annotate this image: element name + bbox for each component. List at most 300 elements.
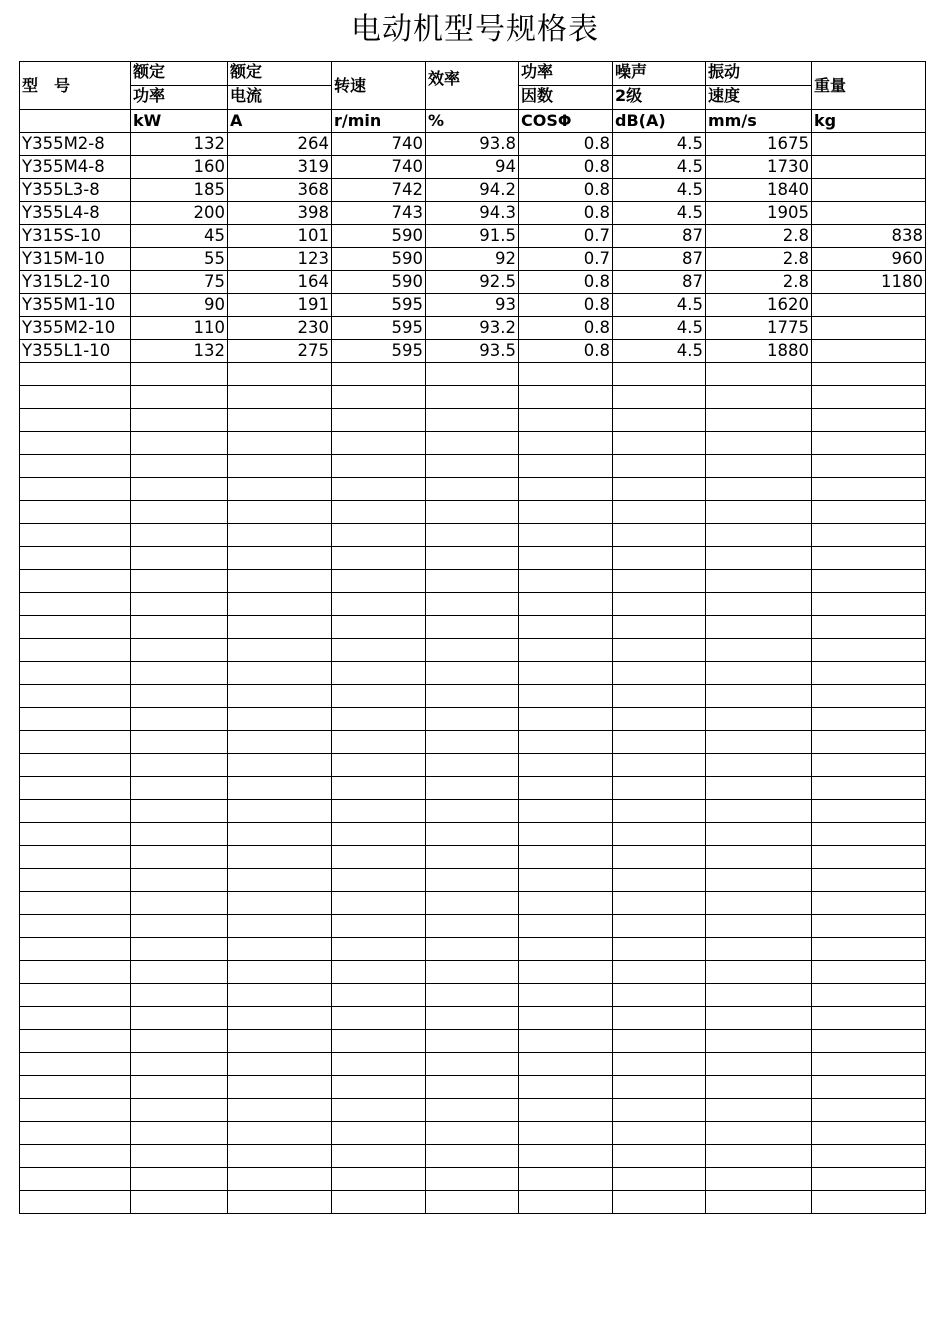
cell-noise: 4.5 bbox=[613, 133, 706, 156]
empty-cell bbox=[228, 570, 332, 593]
table-row bbox=[20, 317, 926, 340]
empty-cell bbox=[706, 455, 812, 478]
empty-cell bbox=[613, 984, 706, 1007]
empty-cell bbox=[131, 455, 228, 478]
empty-cell bbox=[20, 1030, 131, 1053]
header-rated-power-bottom: 功率 bbox=[131, 86, 228, 110]
empty-cell bbox=[706, 1007, 812, 1030]
empty-cell bbox=[20, 570, 131, 593]
empty-cell bbox=[20, 432, 131, 455]
empty-cell bbox=[426, 984, 519, 1007]
empty-cell bbox=[332, 685, 426, 708]
cell-speed: 740 bbox=[332, 156, 426, 179]
empty-cell bbox=[613, 915, 706, 938]
empty-cell bbox=[519, 708, 613, 731]
empty-cell bbox=[519, 1145, 613, 1168]
empty-cell bbox=[426, 570, 519, 593]
unit-efficiency: % bbox=[426, 110, 519, 133]
empty-cell bbox=[332, 961, 426, 984]
empty-cell bbox=[20, 846, 131, 869]
empty-cell bbox=[131, 1076, 228, 1099]
empty-cell bbox=[812, 639, 926, 662]
cell-noise: 4.5 bbox=[613, 340, 706, 363]
empty-cell bbox=[228, 961, 332, 984]
empty-cell bbox=[332, 823, 426, 846]
empty-cell bbox=[519, 432, 613, 455]
empty-cell bbox=[706, 777, 812, 800]
empty-cell bbox=[426, 616, 519, 639]
empty-cell bbox=[131, 501, 228, 524]
empty-cell bbox=[228, 616, 332, 639]
empty-cell bbox=[812, 1076, 926, 1099]
empty-row bbox=[20, 800, 926, 823]
empty-cell bbox=[519, 1076, 613, 1099]
empty-cell bbox=[613, 685, 706, 708]
cell-noise: 4.5 bbox=[613, 156, 706, 179]
unit-weight: kg bbox=[812, 110, 926, 133]
empty-row bbox=[20, 386, 926, 409]
empty-row bbox=[20, 1168, 926, 1191]
empty-cell bbox=[706, 708, 812, 731]
empty-cell bbox=[20, 823, 131, 846]
table-row bbox=[20, 340, 926, 363]
empty-cell bbox=[706, 547, 812, 570]
empty-cell bbox=[613, 800, 706, 823]
cell-weight: 960 bbox=[812, 248, 926, 271]
empty-row bbox=[20, 961, 926, 984]
cell-power-factor: 0.8 bbox=[519, 133, 613, 156]
empty-row bbox=[20, 915, 926, 938]
empty-cell bbox=[426, 432, 519, 455]
empty-cell bbox=[706, 363, 812, 386]
cell-model: Y355L1-10 bbox=[20, 340, 131, 363]
empty-cell bbox=[332, 846, 426, 869]
empty-cell bbox=[20, 639, 131, 662]
empty-cell bbox=[426, 754, 519, 777]
cell-power: 55 bbox=[131, 248, 228, 271]
empty-cell bbox=[426, 1145, 519, 1168]
empty-cell bbox=[706, 478, 812, 501]
empty-cell bbox=[228, 501, 332, 524]
cell-power-factor: 0.8 bbox=[519, 202, 613, 225]
empty-cell bbox=[812, 823, 926, 846]
cell-power: 132 bbox=[131, 340, 228, 363]
empty-row bbox=[20, 846, 926, 869]
empty-cell bbox=[131, 869, 228, 892]
empty-cell bbox=[812, 432, 926, 455]
empty-cell bbox=[131, 524, 228, 547]
empty-cell bbox=[613, 1168, 706, 1191]
empty-cell bbox=[332, 1191, 426, 1214]
empty-cell bbox=[812, 1030, 926, 1053]
empty-cell bbox=[426, 1191, 519, 1214]
empty-cell bbox=[812, 1122, 926, 1145]
empty-cell bbox=[131, 754, 228, 777]
empty-cell bbox=[426, 478, 519, 501]
empty-cell bbox=[812, 593, 926, 616]
empty-cell bbox=[332, 570, 426, 593]
cell-weight bbox=[812, 179, 926, 202]
cell-power-factor: 0.8 bbox=[519, 317, 613, 340]
empty-row bbox=[20, 1191, 926, 1214]
empty-cell bbox=[519, 1007, 613, 1030]
empty-cell bbox=[519, 777, 613, 800]
cell-vibration: 2.8 bbox=[706, 271, 812, 294]
empty-cell bbox=[131, 1007, 228, 1030]
empty-cell bbox=[228, 1145, 332, 1168]
cell-current: 101 bbox=[228, 225, 332, 248]
empty-cell bbox=[812, 455, 926, 478]
empty-cell bbox=[20, 1145, 131, 1168]
empty-row bbox=[20, 593, 926, 616]
empty-cell bbox=[426, 524, 519, 547]
table-row bbox=[20, 202, 926, 225]
empty-cell bbox=[519, 524, 613, 547]
empty-cell bbox=[131, 1099, 228, 1122]
empty-cell bbox=[131, 478, 228, 501]
empty-cell bbox=[613, 501, 706, 524]
empty-cell bbox=[131, 616, 228, 639]
empty-cell bbox=[332, 869, 426, 892]
empty-cell bbox=[131, 777, 228, 800]
empty-cell bbox=[812, 869, 926, 892]
empty-cell bbox=[812, 938, 926, 961]
empty-cell bbox=[228, 1168, 332, 1191]
empty-cell bbox=[706, 800, 812, 823]
cell-model: Y355M4-8 bbox=[20, 156, 131, 179]
empty-cell bbox=[613, 1099, 706, 1122]
empty-cell bbox=[332, 708, 426, 731]
empty-cell bbox=[812, 524, 926, 547]
empty-cell bbox=[613, 1122, 706, 1145]
empty-cell bbox=[332, 593, 426, 616]
empty-row bbox=[20, 455, 926, 478]
empty-cell bbox=[519, 892, 613, 915]
cell-efficiency: 93.2 bbox=[426, 317, 519, 340]
header-model: 型 号 bbox=[20, 62, 131, 110]
cell-vibration: 1880 bbox=[706, 340, 812, 363]
empty-cell bbox=[812, 409, 926, 432]
cell-current: 398 bbox=[228, 202, 332, 225]
empty-row bbox=[20, 1030, 926, 1053]
empty-cell bbox=[228, 823, 332, 846]
empty-cell bbox=[613, 409, 706, 432]
empty-cell bbox=[20, 662, 131, 685]
cell-vibration: 1905 bbox=[706, 202, 812, 225]
empty-cell bbox=[228, 915, 332, 938]
cell-efficiency: 93.5 bbox=[426, 340, 519, 363]
empty-cell bbox=[812, 386, 926, 409]
empty-cell bbox=[706, 754, 812, 777]
empty-cell bbox=[613, 1076, 706, 1099]
empty-cell bbox=[426, 363, 519, 386]
empty-cell bbox=[706, 1053, 812, 1076]
empty-cell bbox=[706, 1122, 812, 1145]
empty-cell bbox=[613, 639, 706, 662]
cell-model: Y355M1-10 bbox=[20, 294, 131, 317]
empty-cell bbox=[812, 363, 926, 386]
empty-cell bbox=[228, 777, 332, 800]
cell-weight bbox=[812, 294, 926, 317]
header-speed: 转速 bbox=[332, 62, 426, 110]
empty-cell bbox=[426, 869, 519, 892]
empty-cell bbox=[228, 1030, 332, 1053]
empty-cell bbox=[426, 777, 519, 800]
empty-cell bbox=[519, 1099, 613, 1122]
header-vibration-top: 振动 bbox=[706, 62, 812, 86]
empty-row bbox=[20, 685, 926, 708]
cell-speed: 740 bbox=[332, 133, 426, 156]
empty-cell bbox=[20, 754, 131, 777]
empty-cell bbox=[20, 363, 131, 386]
empty-cell bbox=[426, 846, 519, 869]
empty-cell bbox=[131, 731, 228, 754]
unit-power: kW bbox=[131, 110, 228, 133]
empty-cell bbox=[426, 708, 519, 731]
cell-weight bbox=[812, 340, 926, 363]
empty-cell bbox=[20, 501, 131, 524]
cell-power-factor: 0.8 bbox=[519, 294, 613, 317]
cell-vibration: 2.8 bbox=[706, 225, 812, 248]
empty-cell bbox=[228, 432, 332, 455]
empty-cell bbox=[332, 432, 426, 455]
empty-cell bbox=[613, 524, 706, 547]
empty-cell bbox=[613, 455, 706, 478]
cell-speed: 590 bbox=[332, 225, 426, 248]
cell-weight bbox=[812, 133, 926, 156]
empty-cell bbox=[426, 1053, 519, 1076]
empty-row bbox=[20, 639, 926, 662]
empty-cell bbox=[332, 938, 426, 961]
empty-cell bbox=[706, 1191, 812, 1214]
empty-cell bbox=[131, 823, 228, 846]
empty-cell bbox=[426, 409, 519, 432]
cell-current: 368 bbox=[228, 179, 332, 202]
page-title: 电动机型号规格表 bbox=[351, 12, 599, 47]
header-rated-current-top: 额定 bbox=[228, 62, 332, 86]
empty-cell bbox=[519, 363, 613, 386]
empty-cell bbox=[228, 1053, 332, 1076]
empty-cell bbox=[332, 915, 426, 938]
empty-cell bbox=[332, 639, 426, 662]
empty-cell bbox=[20, 800, 131, 823]
empty-cell bbox=[20, 869, 131, 892]
empty-cell bbox=[426, 1076, 519, 1099]
cell-speed: 595 bbox=[332, 317, 426, 340]
cell-power: 90 bbox=[131, 294, 228, 317]
empty-cell bbox=[228, 386, 332, 409]
empty-row bbox=[20, 777, 926, 800]
cell-vibration: 1840 bbox=[706, 179, 812, 202]
empty-cell bbox=[613, 547, 706, 570]
empty-cell bbox=[519, 1122, 613, 1145]
empty-cell bbox=[332, 1007, 426, 1030]
table-row bbox=[20, 179, 926, 202]
cell-efficiency: 92 bbox=[426, 248, 519, 271]
empty-cell bbox=[519, 662, 613, 685]
empty-cell bbox=[228, 754, 332, 777]
cell-efficiency: 94 bbox=[426, 156, 519, 179]
empty-cell bbox=[228, 1122, 332, 1145]
table-row bbox=[20, 294, 926, 317]
empty-row bbox=[20, 662, 926, 685]
empty-cell bbox=[332, 547, 426, 570]
unit-noise: dB(A) bbox=[613, 110, 706, 133]
empty-cell bbox=[228, 984, 332, 1007]
empty-cell bbox=[332, 1145, 426, 1168]
empty-cell bbox=[613, 386, 706, 409]
header-rated-power-top: 额定 bbox=[131, 62, 228, 86]
empty-cell bbox=[228, 938, 332, 961]
empty-cell bbox=[519, 846, 613, 869]
cell-efficiency: 93.8 bbox=[426, 133, 519, 156]
empty-cell bbox=[706, 1168, 812, 1191]
cell-noise: 4.5 bbox=[613, 317, 706, 340]
empty-cell bbox=[332, 524, 426, 547]
cell-current: 275 bbox=[228, 340, 332, 363]
empty-cell bbox=[706, 1030, 812, 1053]
empty-cell bbox=[228, 547, 332, 570]
header-noise-top: 噪声 bbox=[613, 62, 706, 86]
empty-cell bbox=[131, 1030, 228, 1053]
empty-cell bbox=[228, 731, 332, 754]
cell-efficiency: 93 bbox=[426, 294, 519, 317]
empty-row bbox=[20, 938, 926, 961]
empty-cell bbox=[426, 1007, 519, 1030]
empty-cell bbox=[228, 800, 332, 823]
empty-cell bbox=[131, 1191, 228, 1214]
empty-cell bbox=[812, 1007, 926, 1030]
empty-cell bbox=[228, 409, 332, 432]
empty-cell bbox=[519, 1191, 613, 1214]
empty-cell bbox=[131, 1145, 228, 1168]
empty-cell bbox=[812, 708, 926, 731]
empty-cell bbox=[613, 754, 706, 777]
cell-speed: 742 bbox=[332, 179, 426, 202]
cell-model: Y355L4-8 bbox=[20, 202, 131, 225]
cell-power-factor: 0.8 bbox=[519, 179, 613, 202]
empty-cell bbox=[519, 455, 613, 478]
empty-cell bbox=[332, 662, 426, 685]
cell-current: 319 bbox=[228, 156, 332, 179]
empty-cell bbox=[812, 754, 926, 777]
empty-cell bbox=[812, 984, 926, 1007]
cell-noise: 4.5 bbox=[613, 179, 706, 202]
empty-cell bbox=[131, 432, 228, 455]
cell-current: 264 bbox=[228, 133, 332, 156]
empty-cell bbox=[20, 1122, 131, 1145]
cell-efficiency: 94.2 bbox=[426, 179, 519, 202]
empty-cell bbox=[131, 639, 228, 662]
empty-cell bbox=[706, 409, 812, 432]
cell-efficiency: 94.3 bbox=[426, 202, 519, 225]
cell-model: Y315S-10 bbox=[20, 225, 131, 248]
empty-cell bbox=[131, 1168, 228, 1191]
empty-cell bbox=[706, 1099, 812, 1122]
empty-cell bbox=[131, 593, 228, 616]
empty-cell bbox=[613, 846, 706, 869]
empty-cell bbox=[613, 777, 706, 800]
empty-cell bbox=[426, 823, 519, 846]
empty-cell bbox=[426, 915, 519, 938]
table-row bbox=[20, 271, 926, 294]
empty-cell bbox=[706, 501, 812, 524]
empty-row bbox=[20, 1053, 926, 1076]
cell-model: Y355M2-8 bbox=[20, 133, 131, 156]
empty-cell bbox=[519, 1030, 613, 1053]
empty-cell bbox=[812, 961, 926, 984]
empty-cell bbox=[426, 800, 519, 823]
empty-cell bbox=[332, 409, 426, 432]
empty-cell bbox=[426, 455, 519, 478]
empty-cell bbox=[426, 1122, 519, 1145]
cell-power-factor: 0.7 bbox=[519, 248, 613, 271]
empty-cell bbox=[519, 616, 613, 639]
empty-cell bbox=[20, 892, 131, 915]
header-power-factor-bottom: 因数 bbox=[519, 86, 613, 110]
empty-cell bbox=[519, 639, 613, 662]
empty-cell bbox=[332, 1030, 426, 1053]
cell-speed: 590 bbox=[332, 248, 426, 271]
empty-cell bbox=[20, 1053, 131, 1076]
empty-row bbox=[20, 409, 926, 432]
cell-power: 200 bbox=[131, 202, 228, 225]
cell-efficiency: 91.5 bbox=[426, 225, 519, 248]
empty-cell bbox=[20, 1007, 131, 1030]
empty-row bbox=[20, 1122, 926, 1145]
empty-cell bbox=[706, 823, 812, 846]
empty-cell bbox=[519, 754, 613, 777]
empty-cell bbox=[131, 961, 228, 984]
empty-cell bbox=[228, 1076, 332, 1099]
empty-cell bbox=[20, 961, 131, 984]
empty-cell bbox=[131, 662, 228, 685]
empty-row bbox=[20, 547, 926, 570]
empty-cell bbox=[613, 1191, 706, 1214]
cell-vibration: 2.8 bbox=[706, 248, 812, 271]
empty-cell bbox=[613, 616, 706, 639]
empty-cell bbox=[131, 409, 228, 432]
empty-cell bbox=[228, 685, 332, 708]
header-row-top bbox=[20, 62, 926, 86]
empty-cell bbox=[812, 1053, 926, 1076]
empty-cell bbox=[426, 547, 519, 570]
cell-weight bbox=[812, 156, 926, 179]
empty-cell bbox=[519, 1053, 613, 1076]
cell-noise: 87 bbox=[613, 225, 706, 248]
unit-current: A bbox=[228, 110, 332, 133]
empty-cell bbox=[228, 1099, 332, 1122]
cell-weight: 1180 bbox=[812, 271, 926, 294]
empty-cell bbox=[519, 685, 613, 708]
empty-cell bbox=[426, 938, 519, 961]
empty-cell bbox=[20, 1076, 131, 1099]
empty-row bbox=[20, 1007, 926, 1030]
empty-cell bbox=[20, 685, 131, 708]
cell-vibration: 1775 bbox=[706, 317, 812, 340]
empty-cell bbox=[426, 386, 519, 409]
empty-cell bbox=[20, 593, 131, 616]
empty-cell bbox=[519, 823, 613, 846]
empty-cell bbox=[20, 524, 131, 547]
empty-cell bbox=[706, 524, 812, 547]
empty-cell bbox=[131, 892, 228, 915]
empty-cell bbox=[131, 685, 228, 708]
empty-cell bbox=[131, 915, 228, 938]
empty-cell bbox=[519, 547, 613, 570]
empty-cell bbox=[613, 478, 706, 501]
empty-cell bbox=[332, 731, 426, 754]
